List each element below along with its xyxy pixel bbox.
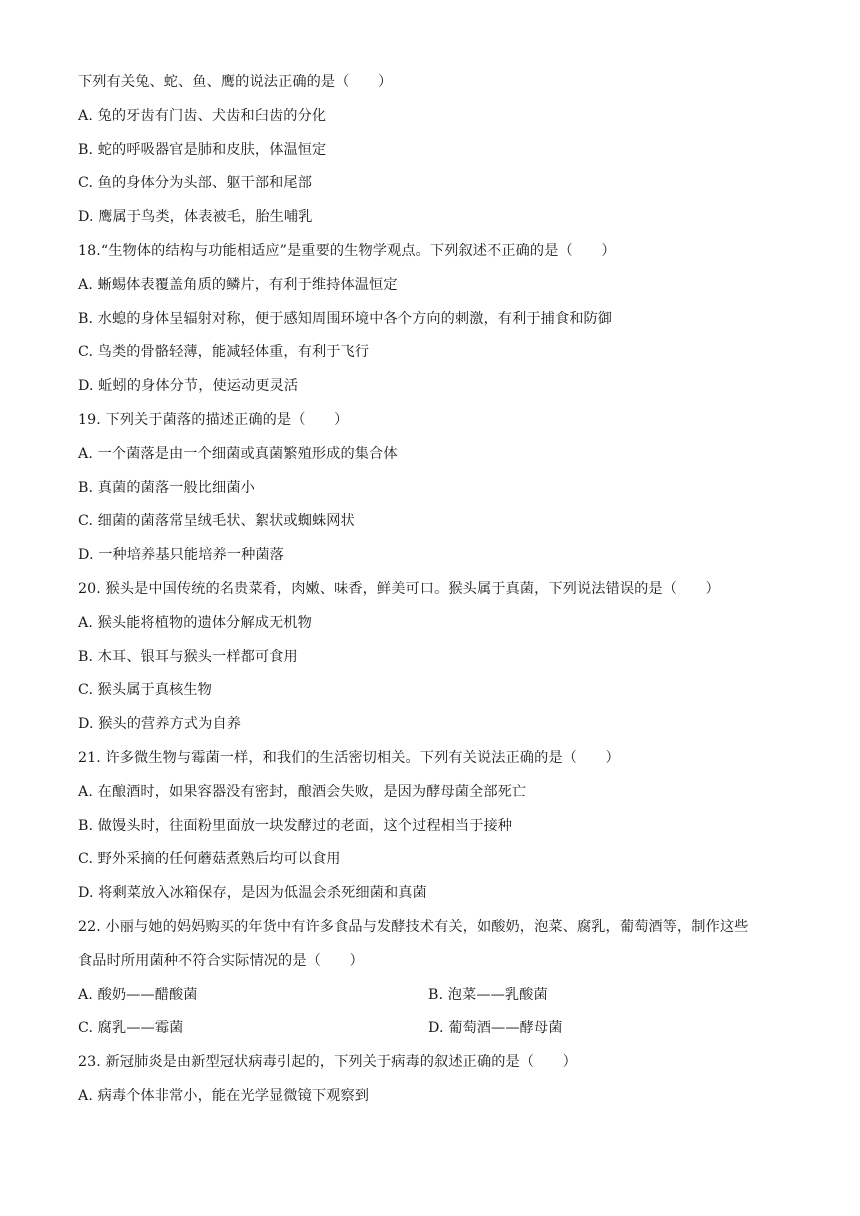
question-stem: 下列有关兔、蛇、鱼、鹰的说法正确的是（ ） bbox=[78, 74, 393, 90]
option-b: B. 真菌的菌落一般比细菌小 bbox=[78, 479, 255, 496]
option-a: A. 在酿酒时，如果容器没有密封，酿酒会失败，是因为酵母菌全部死亡 bbox=[78, 783, 527, 800]
option-c: C. 鸟类的骨骼轻薄，能减轻体重，有利于飞行 bbox=[78, 344, 370, 361]
option-d: D. 葡萄酒——酵母菌 bbox=[428, 1020, 563, 1037]
option-a: A. 蜥蜴体表覆盖角质的鳞片，有利于维持体温恒定 bbox=[78, 276, 398, 293]
option-b: B. 蛇的呼吸器官是肺和皮肤，体温恒定 bbox=[78, 141, 327, 158]
question-stem: 20. 猴头是中国传统的名贵菜肴，肉嫩、味香，鲜美可口。猴头属于真菌，下列说法错误的是（ ） bbox=[78, 580, 720, 597]
option-c: C. 鱼的身体分为头部、躯干部和尾部 bbox=[78, 175, 312, 192]
question-stem-continued: 食品时所用菌种不符合实际情况的是（ ） bbox=[78, 952, 364, 969]
question-stem: 19. 下列关于菌落的描述正确的是（ ） bbox=[78, 411, 349, 428]
question-stem: 21. 许多微生物与霉菌一样，和我们的生活密切相关。下列有关说法正确的是（ ） bbox=[78, 749, 620, 766]
option-a: A. 一个菌落是由一个细菌或真菌繁殖形成的集合体 bbox=[78, 445, 398, 462]
option-a: A. 病毒个体非常小，能在光学显微镜下观察到 bbox=[78, 1087, 370, 1104]
option-d: D. 鹰属于鸟类，体表被毛，胎生哺乳 bbox=[78, 209, 313, 226]
option-a: A. 兔的牙齿有门齿、犬齿和臼齿的分化 bbox=[78, 107, 327, 124]
option-d: D. 猴头的营养方式为自养 bbox=[78, 716, 242, 733]
option-c: C. 野外采摘的任何蘑菇煮熟后均可以食用 bbox=[78, 851, 341, 868]
question-stem: 22. 小丽与她的妈妈购买的年货中有许多食品与发酵技术有关，如酸奶，泡菜、腐乳，葡萄酒等，制作这些 bbox=[78, 918, 749, 935]
option-c: C. 猴头属于真核生物 bbox=[78, 682, 212, 699]
option-b: B. 做馒头时，往面粉里面放一块发酵过的老面，这个过程相当于接种 bbox=[78, 817, 513, 834]
option-row bbox=[78, 1018, 798, 1052]
option-b: B. 木耳、银耳与猴头一样都可食用 bbox=[78, 648, 298, 665]
option-b: B. 泡菜——乳酸菌 bbox=[428, 986, 548, 1003]
option-c: C. 细菌的菌落常呈绒毛状、絮状或蜘蛛网状 bbox=[78, 513, 355, 530]
option-a: A. 酸奶——醋酸菌 bbox=[78, 986, 198, 1003]
option-c: C. 腐乳——霉菌 bbox=[78, 1020, 184, 1037]
option-a: A. 猴头能将植物的遗体分解成无机物 bbox=[78, 614, 312, 631]
option-b: B. 水螅的身体呈辐射对称，便于感知周围环境中各个方向的刺激，有利于捕食和防御 bbox=[78, 310, 613, 327]
option-d: D. 一种培养基只能培养一种菌落 bbox=[78, 547, 284, 564]
option-row bbox=[78, 985, 798, 1019]
option-d: D. 蚯蚓的身体分节，使运动更灵活 bbox=[78, 378, 299, 395]
option-d: D. 将剩菜放入冰箱保存，是因为低温会杀死细菌和真菌 bbox=[78, 885, 427, 902]
question-stem: 23. 新冠肺炎是由新型冠状病毒引起的，下列关于病毒的叙述正确的是（ ） bbox=[78, 1054, 577, 1071]
exam-page bbox=[78, 72, 798, 1120]
question-stem: 18.“生物体的结构与功能相适应”是重要的生物学观点。下列叙述不正确的是（ ） bbox=[78, 242, 616, 259]
